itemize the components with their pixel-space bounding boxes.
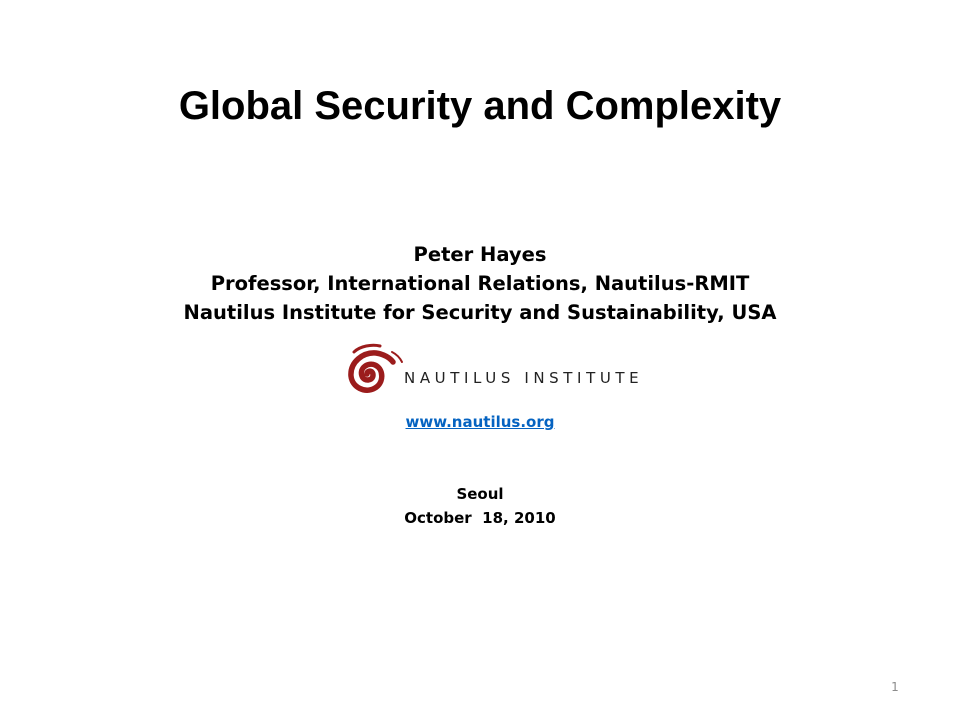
author-name: Peter Hayes <box>413 243 547 266</box>
event-location: Seoul <box>456 485 504 503</box>
website-link-container <box>0 410 960 434</box>
author-position: Professor, International Relations, Nautilus-RMIT <box>210 272 750 295</box>
website-link[interactable]: www.nautilus.org <box>405 413 555 431</box>
slide-title: Global Security and Complexity <box>178 84 782 128</box>
location-block <box>0 482 960 530</box>
nautilus-spiral-icon <box>330 340 410 410</box>
logo-text: NAUTILUS INSTITUTE <box>404 369 644 387</box>
page-number: 1 <box>891 680 899 694</box>
author-affiliation: Nautilus Institute for Security and Sustainability, USA <box>183 301 777 324</box>
author-block <box>0 240 960 327</box>
nautilus-logo <box>330 340 644 410</box>
event-date: October 18, 2010 <box>404 509 556 527</box>
